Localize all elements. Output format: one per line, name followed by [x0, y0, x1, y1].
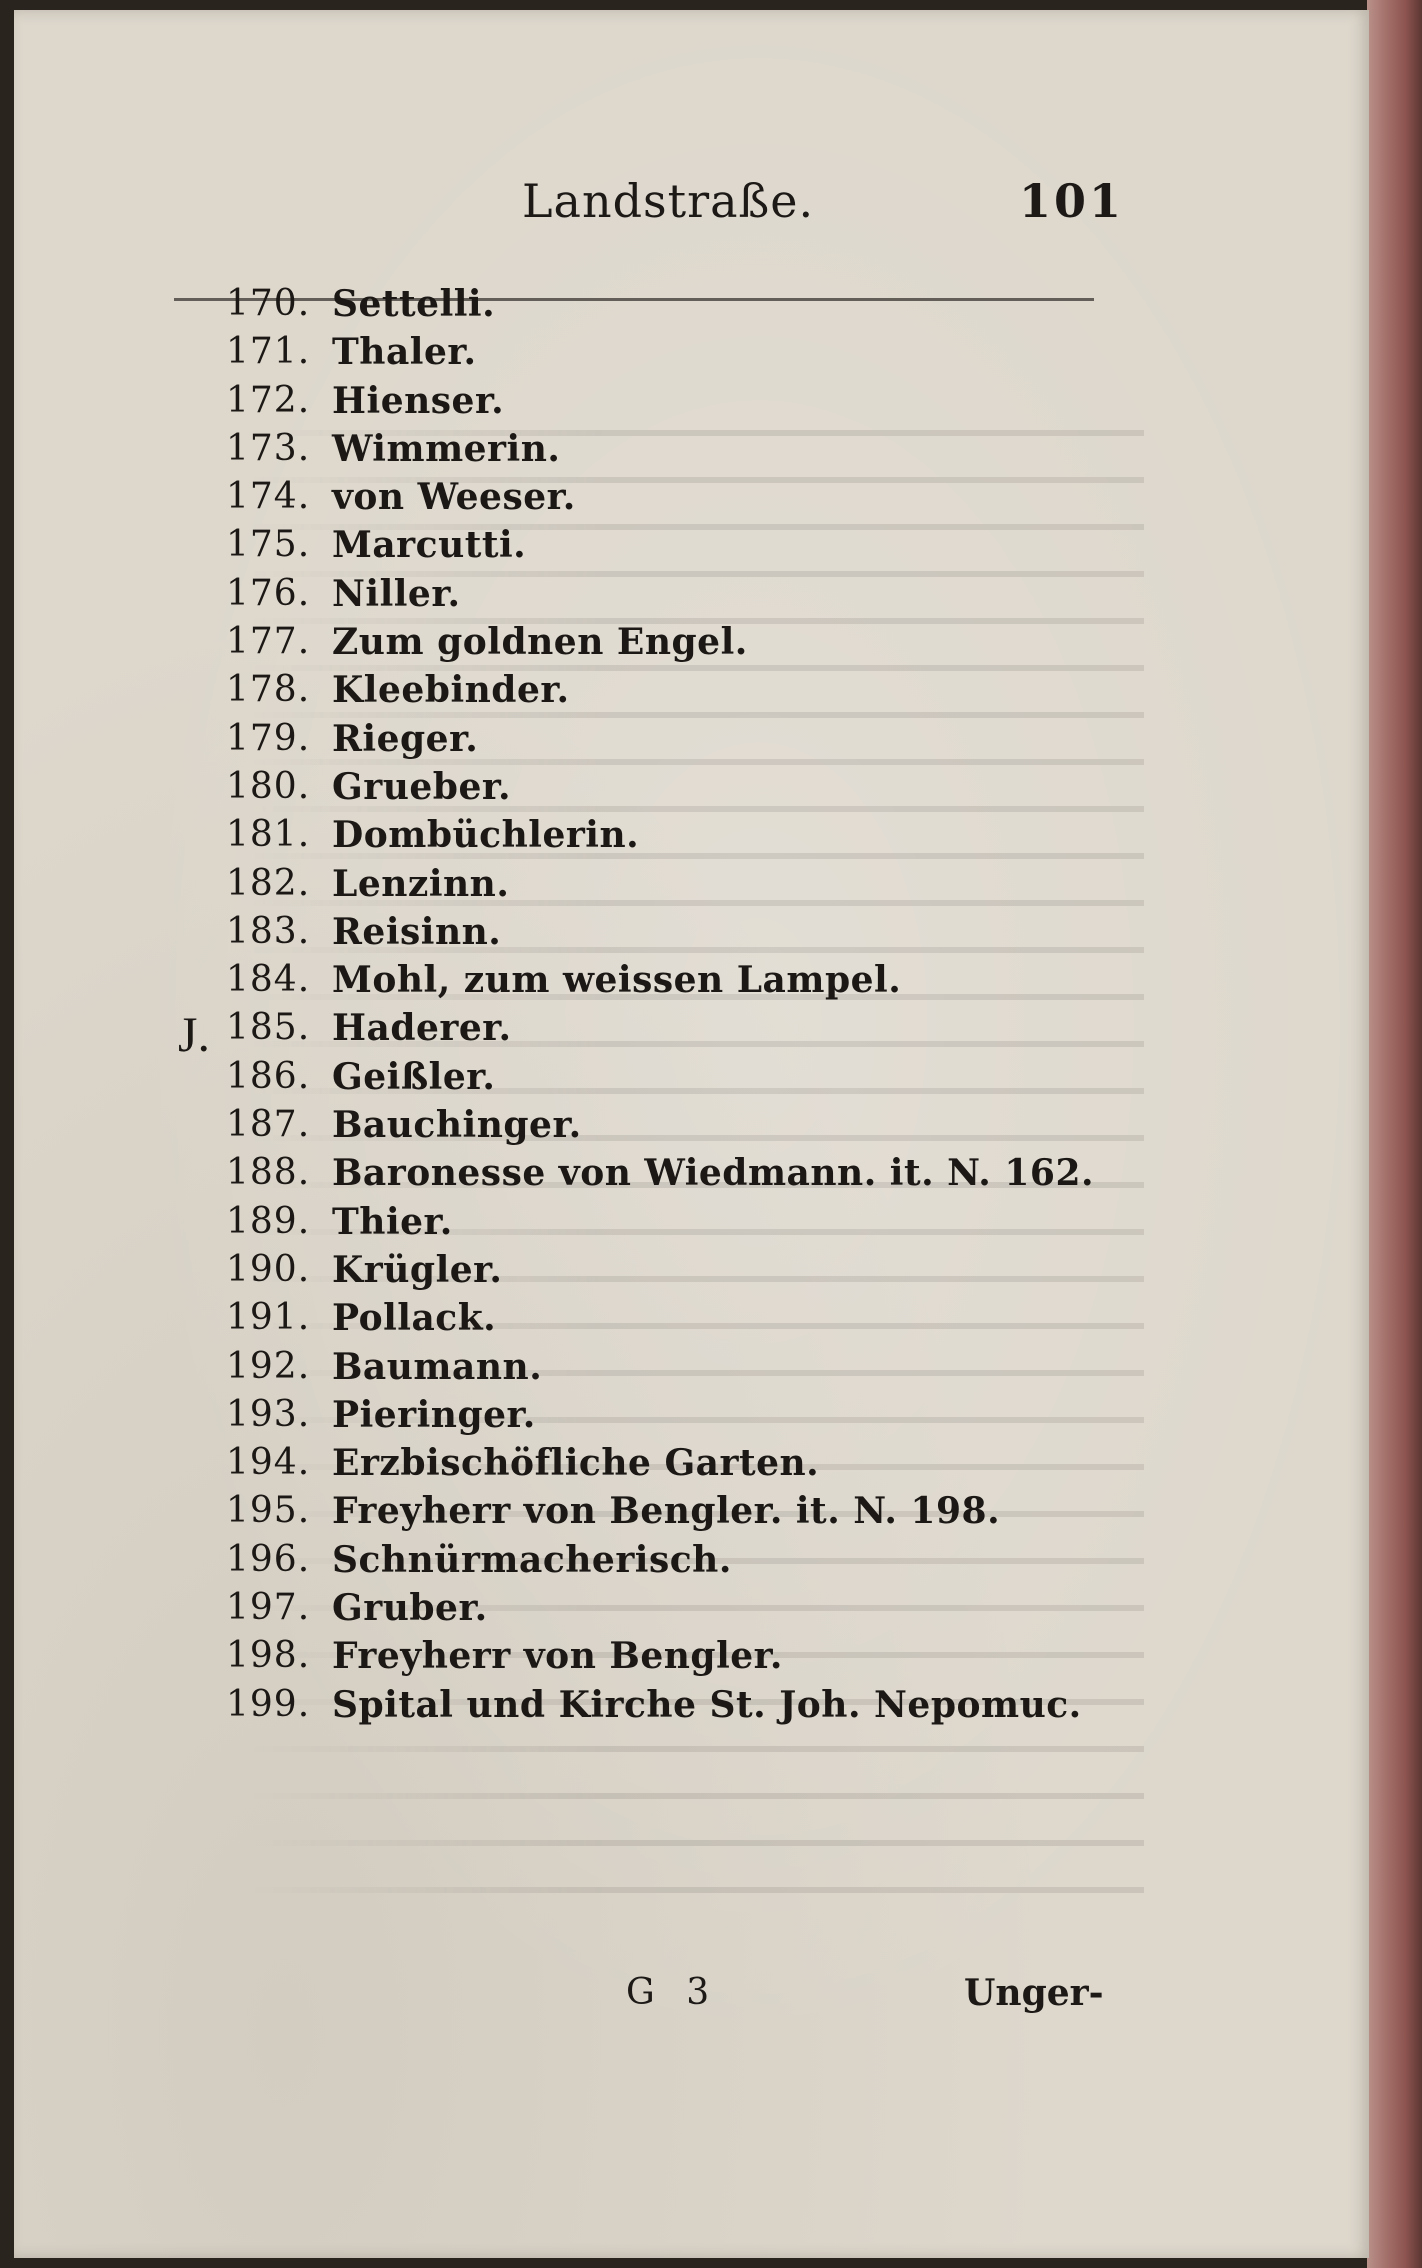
house-number-list — [14, 280, 1369, 1729]
entry-number: 188. — [226, 1152, 311, 1194]
entry-name: Grueber. — [332, 765, 512, 808]
list-item — [14, 715, 1369, 763]
list-item — [14, 908, 1369, 956]
entry-name: Baronesse von Wiedmann. it. N. 162. — [332, 1152, 1095, 1195]
list-item — [14, 1343, 1369, 1391]
entry-number: 181. — [226, 814, 311, 856]
entry-number: 184. — [226, 959, 311, 1001]
page-header — [14, 170, 1369, 240]
entry-name: Zum goldnen Engel. — [332, 621, 748, 664]
list-item — [14, 1584, 1369, 1632]
list-item — [14, 425, 1369, 473]
entry-number: 177. — [226, 621, 311, 663]
book-page — [14, 10, 1369, 2258]
entry-name: Marcutti. — [332, 524, 527, 567]
signature-mark: G 3 — [626, 1972, 720, 2013]
list-item — [14, 1391, 1369, 1439]
list-item — [14, 618, 1369, 666]
list-item — [14, 1632, 1369, 1680]
entry-name: Haderer. — [332, 1007, 512, 1050]
list-item — [14, 1294, 1369, 1342]
entry-number: 194. — [226, 1442, 311, 1484]
entry-number: 189. — [226, 1200, 311, 1242]
list-item — [14, 328, 1369, 376]
entry-number: 185. — [226, 1007, 311, 1049]
running-title: Landstraße. — [522, 174, 815, 228]
entry-name: Pollack. — [332, 1297, 497, 1340]
entry-number: 197. — [226, 1587, 311, 1629]
list-item — [14, 521, 1369, 569]
list-item — [14, 956, 1369, 1004]
entry-number: 192. — [226, 1345, 311, 1387]
entry-number: 199. — [226, 1683, 311, 1725]
entry-number: 180. — [226, 765, 311, 807]
entry-number: 198. — [226, 1635, 311, 1677]
entry-number: 175. — [226, 524, 311, 566]
list-item — [14, 811, 1369, 859]
entry-name: von Weeser. — [332, 476, 576, 519]
list-item — [14, 1198, 1369, 1246]
list-item — [14, 1487, 1369, 1535]
list-item — [14, 473, 1369, 521]
entry-name: Geißler. — [332, 1055, 496, 1098]
entry-name: Bauchinger. — [332, 1104, 582, 1147]
entry-number: 176. — [226, 572, 311, 614]
entry-number: 191. — [226, 1297, 311, 1339]
list-item — [14, 860, 1369, 908]
list-item — [14, 1149, 1369, 1197]
entry-number: 190. — [226, 1248, 311, 1290]
list-item — [14, 280, 1369, 328]
list-item — [14, 763, 1369, 811]
entry-name: Freyherr von Bengler. it. N. 198. — [332, 1490, 1001, 1533]
entry-name: Thier. — [332, 1200, 453, 1243]
list-item — [14, 1101, 1369, 1149]
entry-number: 178. — [226, 669, 311, 711]
catchword: Unger- — [964, 1972, 1104, 2014]
entry-number: 172. — [226, 379, 311, 421]
entry-number: 174. — [226, 476, 311, 518]
entry-name: Kleebinder. — [332, 669, 570, 712]
entry-number: 179. — [226, 717, 311, 759]
entry-name: Gruber. — [332, 1587, 488, 1630]
entry-number: 196. — [226, 1538, 311, 1580]
entry-number: 171. — [226, 331, 311, 373]
page-footer — [14, 1972, 1369, 2032]
entry-name: Schnürmacherisch. — [332, 1538, 732, 1581]
entry-number: 182. — [226, 862, 311, 904]
book-page-edge — [1367, 0, 1422, 2268]
page-number: 101 — [1019, 174, 1125, 228]
entry-number: 173. — [226, 427, 311, 469]
entry-number: 187. — [226, 1104, 311, 1146]
entry-name: Freyherr von Bengler. — [332, 1635, 783, 1678]
entry-name: Reisinn. — [332, 910, 502, 953]
entry-name: Dombüchlerin. — [332, 814, 640, 857]
entry-name: Mohl, zum weissen Lampel. — [332, 959, 902, 1002]
entry-name: Baumann. — [332, 1345, 543, 1388]
entry-name: Niller. — [332, 572, 461, 615]
list-item — [14, 1004, 1369, 1063]
entry-number: 195. — [226, 1490, 311, 1532]
list-item — [14, 666, 1369, 714]
entry-name: Erzbischöfliche Garten. — [332, 1442, 820, 1485]
entry-number: 170. — [226, 283, 311, 324]
entry-name: Settelli. — [332, 283, 496, 325]
entry-name: Wimmerin. — [332, 427, 561, 470]
entry-name: Spital und Kirche St. Joh. Nepomuc. — [332, 1683, 1082, 1726]
list-item — [14, 1681, 1369, 1729]
entry-name: Krügler. — [332, 1248, 503, 1291]
entry-name: Hienser. — [332, 379, 505, 422]
entry-name: Rieger. — [332, 717, 479, 760]
entry-name: Thaler. — [332, 331, 477, 374]
list-item — [14, 1053, 1369, 1101]
entry-marker: J. — [178, 1006, 210, 1063]
entry-number: 186. — [226, 1055, 311, 1097]
entry-number: 193. — [226, 1393, 311, 1435]
entry-name: Lenzinn. — [332, 862, 510, 905]
list-item — [14, 1439, 1369, 1487]
list-item — [14, 570, 1369, 618]
list-item — [14, 1246, 1369, 1294]
entry-name: Pieringer. — [332, 1393, 536, 1436]
list-item — [14, 377, 1369, 425]
list-item — [14, 1536, 1369, 1584]
entry-number: 183. — [226, 910, 311, 952]
